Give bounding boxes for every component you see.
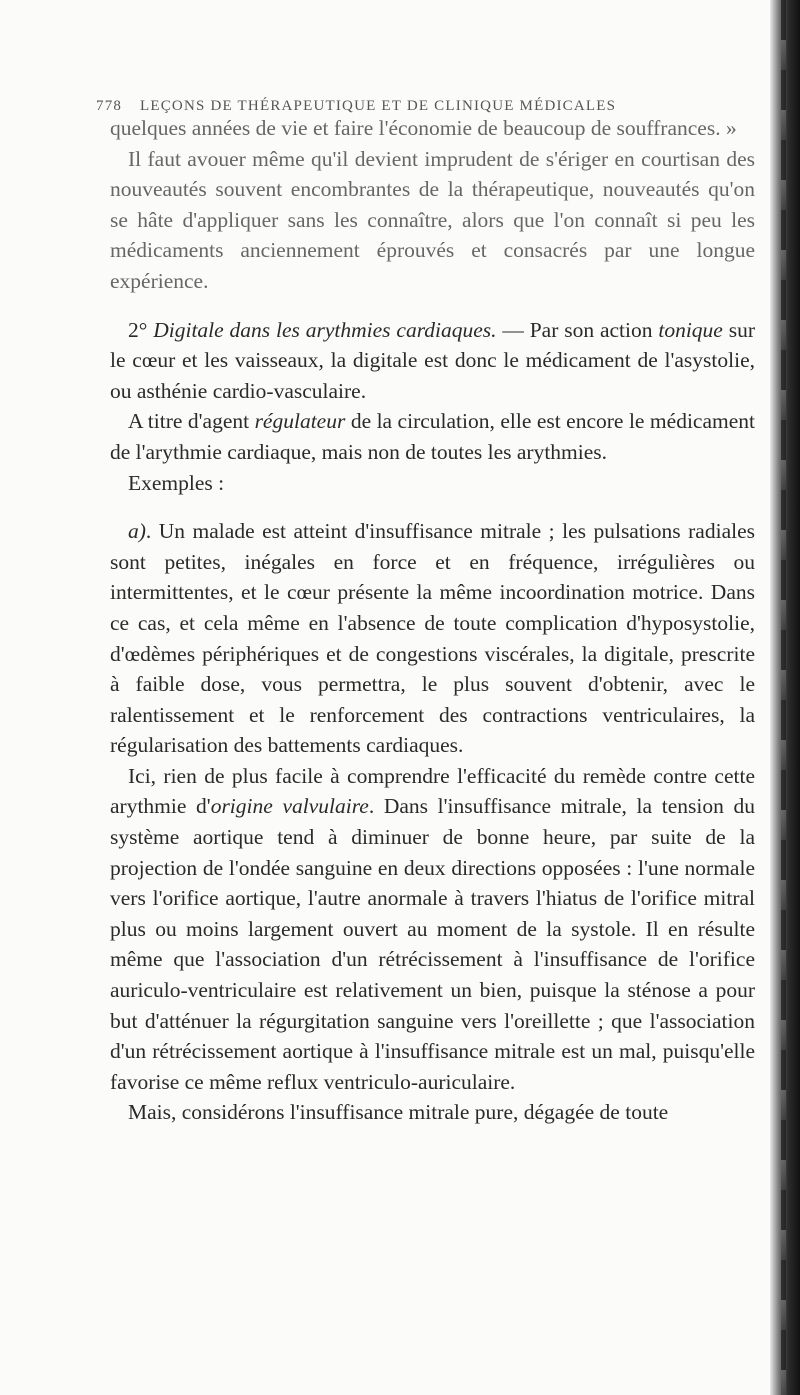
emphasis: origine valvulaire [210,794,369,819]
paragraph [110,406,755,467]
section-sep: — Par son action [496,317,659,342]
section-number: 2° [128,317,148,342]
paragraph-text: sur le cœur et les vaisseaux, la digitale est donc le médicament de l'asystolie, ou asthénie cardio-vasculaire. [110,317,755,403]
body-text [110,113,755,1128]
running-title: LEÇONS DE THÉRAPEUTIQUE ET DE CLINIQUE MÉDICALES [140,98,617,114]
paragraph-text: . Dans l'insuffisance mitrale, la tension du système aortique tend à diminuer de bonne heure, par suite de la projection de l'ondée sanguine en deux directions opposées : l'une normale vers l'orifice aortique, l'autre anormale à travers l'hiatus de l'orifice mitral plus ou moins largement ouvert au moment de la systole. Il en résulte même que l'association d'un rétrécissement à l'insuffisance de l'orifice auriculo-ventriculaire est relativement un bien, puisque la sténose a pour but d'atténuer la régurgitation sanguine vers l'oreillette ; que l'association d'un rétrécissement aortique à l'insuffisance mitrale est un mal, puisqu'elle favorise ce même reflux ventriculo-auriculaire. [110,794,755,1094]
binding-strip [781,0,786,1395]
paragraph: quelques années de vie et faire l'économie de beaucoup de souffrances. » [110,116,737,140]
example-label: a) [128,519,146,544]
section-heading-paragraph [110,315,755,407]
paragraph: Mais, considérons l'insuffisance mitrale pure, dégagée de toute [128,1100,669,1125]
paragraph-text: de la circulation, elle est encore le médicament de l'arythmie cardiaque, mais non de toutes les arythmies. [110,409,755,464]
paragraph [110,761,755,1098]
example-paragraph [110,516,755,761]
page-number: 778 [96,98,123,114]
paragraph: Il faut avouer même qu'il devient imprudent de s'ériger en courtisan des nouveautés souvent encombrantes de la thérapeutique, nouveautés qu'on se hâte d'appliquer sans les connaître, alors que l'on connaît si peu les médicaments anciennement éprouvés et consacrés par une longue expérience. [110,146,755,293]
emphasis: régulateur [254,409,346,434]
paragraph-text: A titre d'agent [128,409,255,434]
section-title: Digitale dans les arythmies cardiaques. [153,317,497,342]
paragraph-text: Ici, rien de plus facile à comprendre l'efficacité du remède contre cette arythmie d' [110,763,755,819]
paragraph: Exemples : [128,470,225,495]
paragraph-text: . Un malade est atteint d'insuffisance mitrale ; les pulsations radiales sont petites, inégales en force et en fréquence, irrégulières ou intermittentes, et le cœur présente la même incoordination motrice. Dans ce cas, et cela même en l'absence de toute complication d'hyposystolie, d'œdèmes périphériques et de congestions viscérales, la digitale, prescrite à faible dose, vous permettra, le plus souvent d'obtenir, avec le ralentissement et le renforcement des contractions ventriculaires, la régularisation des battements cardiaques. [110,519,755,758]
emphasis: tonique [658,317,723,342]
